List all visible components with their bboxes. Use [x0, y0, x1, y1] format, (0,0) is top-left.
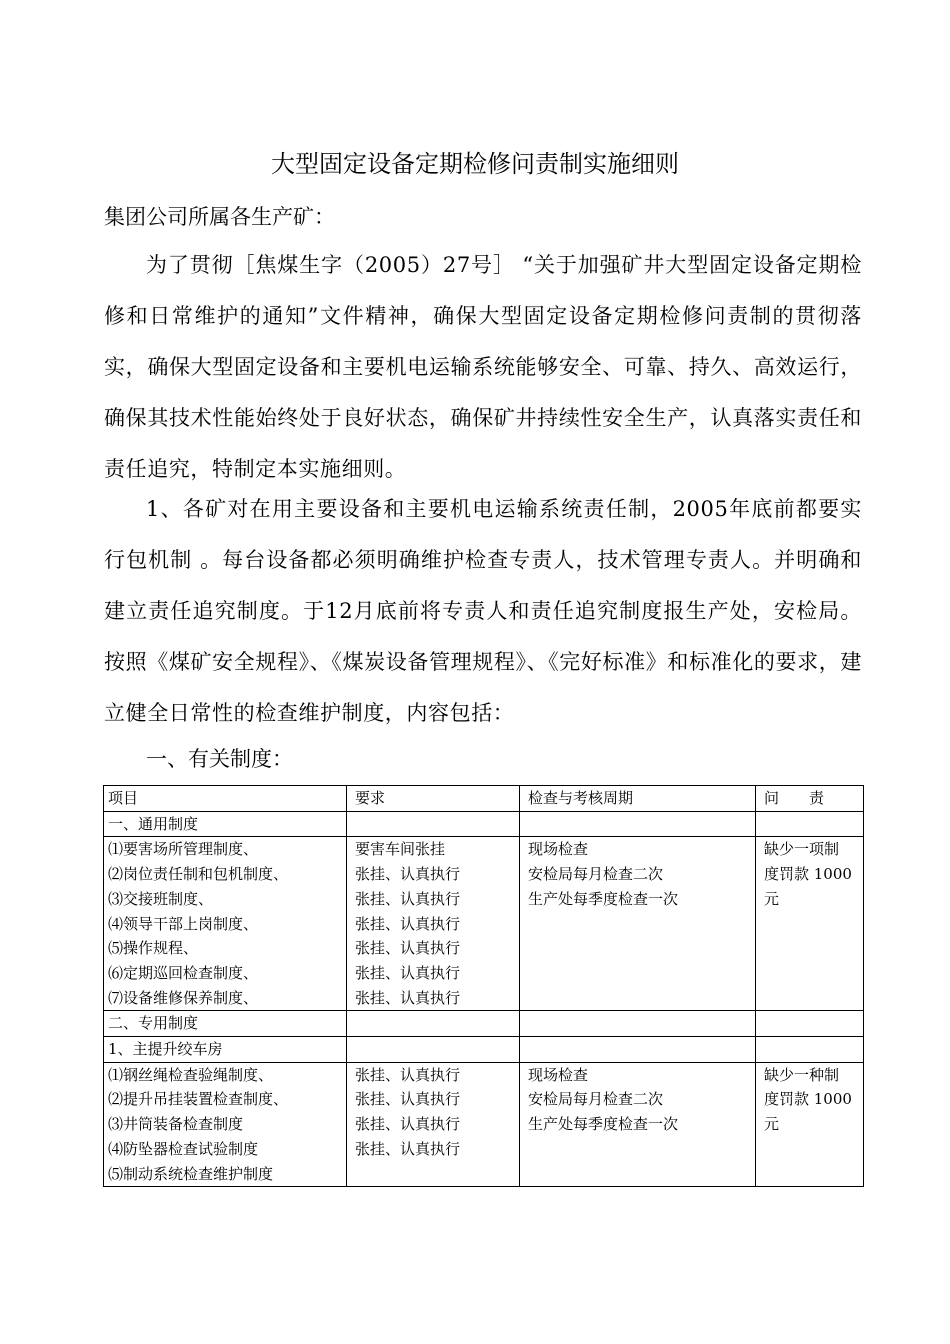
list-item: 元 [764, 1115, 780, 1134]
list-item: 安检局每月检查二次 [528, 865, 664, 884]
salutation: 集团公司所属各生产矿： [104, 205, 335, 229]
empty-cell [756, 811, 864, 837]
header-requirement: 要求 [347, 786, 520, 812]
empty-cell [520, 1011, 756, 1037]
table-header-row [104, 786, 864, 812]
list-item: ⑵岗位责任制和包机制度、 [108, 865, 289, 884]
empty-cell [347, 1011, 520, 1037]
hoist-items-cell [104, 1062, 347, 1187]
general-section-label: 一、通用制度 [104, 811, 347, 837]
header-item: 项目 [104, 786, 347, 812]
list-item: ⑷防坠器检查试验制度 [108, 1139, 259, 1158]
list-item: 张挂、认真执行 [355, 988, 461, 1007]
list-item: 生产处每季度检查一次 [528, 1115, 679, 1134]
list-item: 元 [764, 889, 780, 908]
list-item: 缺少一项制 [764, 840, 840, 859]
hoist-penalty-cell [756, 1062, 864, 1187]
list-item: ⑶井筒装备检查制度 [108, 1115, 244, 1134]
list-item: 张挂、认真执行 [355, 889, 461, 908]
empty-cell [756, 1037, 864, 1063]
list-item: 张挂、认真执行 [355, 1065, 461, 1084]
empty-cell [520, 811, 756, 837]
table-row [104, 1011, 864, 1037]
table-row [104, 837, 864, 1011]
special-section-label: 二、专用制度 [104, 1011, 347, 1037]
table-row [104, 811, 864, 837]
paragraph-intro: 为了贯彻［焦煤生字（2005）27号］ “关于加强矿井大型固定设备定期检修和日常维护的通知”文件精神，确保大型固定设备定期检修问责制的贯彻落实，确保大型固定设备和主要机电运输系统能够安全、可靠、持久、高效运行，确保其技术性能始终处于良好状态，确保矿井持续性安全生产，认真落实责任和责任追究，特制定本实施细则。 [104, 253, 862, 481]
list-item: ⑸制动系统检查维护制度 [108, 1164, 274, 1183]
general-items-cell [104, 837, 347, 1011]
list-item: 张挂、认真执行 [355, 1115, 461, 1134]
section-heading: 一、有关制度： [146, 747, 293, 771]
general-cycle-cell [520, 837, 756, 1011]
empty-cell [756, 1011, 864, 1037]
list-item: 张挂、认真执行 [355, 1090, 461, 1109]
list-item: ⑹定期巡回检查制度、 [108, 963, 259, 982]
list-item: 张挂、认真执行 [355, 914, 461, 933]
hoist-cycle-cell [520, 1062, 756, 1187]
header-accountability: 问 责 [756, 786, 864, 812]
list-item: 安检局每月检查二次 [528, 1090, 664, 1109]
general-requirements-cell [347, 837, 520, 1011]
hoist-requirements-cell [347, 1062, 520, 1187]
list-item: 度罚款 1000 [764, 865, 852, 884]
list-item: 生产处每季度检查一次 [528, 889, 679, 908]
list-item: ⑴要害场所管理制度、 [108, 840, 259, 859]
list-item: ⑷领导干部上岗制度、 [108, 914, 259, 933]
paragraph-item-1: 1、各矿对在用主要设备和主要机电运输系统责任制，2005年底前都要实行包机制 。每台设备都必须明确维护检查专责人，技术管理专责人。并明确和建立责任追究制度。于12月底前将专责人和责任追究制度报生产处，安检局。按照《煤矿安全规程》、《煤炭设备管理规程》、《完好标准》和标准化的要求，建立健全日常性的检查维护制度，内容包括： [104, 497, 862, 725]
list-item: ⑵提升吊挂装置检查制度、 [108, 1090, 289, 1109]
table-row [104, 1062, 864, 1187]
regulation-table [103, 785, 864, 1187]
empty-cell [520, 1037, 756, 1063]
empty-cell [347, 1037, 520, 1063]
list-item: 张挂、认真执行 [355, 963, 461, 982]
list-item: ⑺设备维修保养制度、 [108, 988, 259, 1007]
list-item: 张挂、认真执行 [355, 865, 461, 884]
hoist-section-label: 1、主提升绞车房 [104, 1037, 347, 1063]
header-cycle: 检查与考核周期 [520, 786, 756, 812]
list-item: 张挂、认真执行 [355, 1139, 461, 1158]
general-penalty-cell [756, 837, 864, 1011]
list-item: 缺少一种制 [764, 1065, 840, 1084]
list-item: 现场检查 [528, 840, 589, 859]
list-item: ⑸操作规程、 [108, 939, 199, 958]
list-item: 张挂、认真执行 [355, 939, 461, 958]
list-item: ⑴钢丝绳检查验绳制度、 [108, 1065, 274, 1084]
list-item: 度罚款 1000 [764, 1090, 852, 1109]
list-item: ⑶交接班制度、 [108, 889, 214, 908]
empty-cell [347, 811, 520, 837]
list-item: 现场检查 [528, 1065, 589, 1084]
table-row [104, 1037, 864, 1063]
document-title: 大型固定设备定期检修问责制实施细则 [271, 150, 679, 178]
list-item: 要害车间张挂 [355, 840, 446, 859]
